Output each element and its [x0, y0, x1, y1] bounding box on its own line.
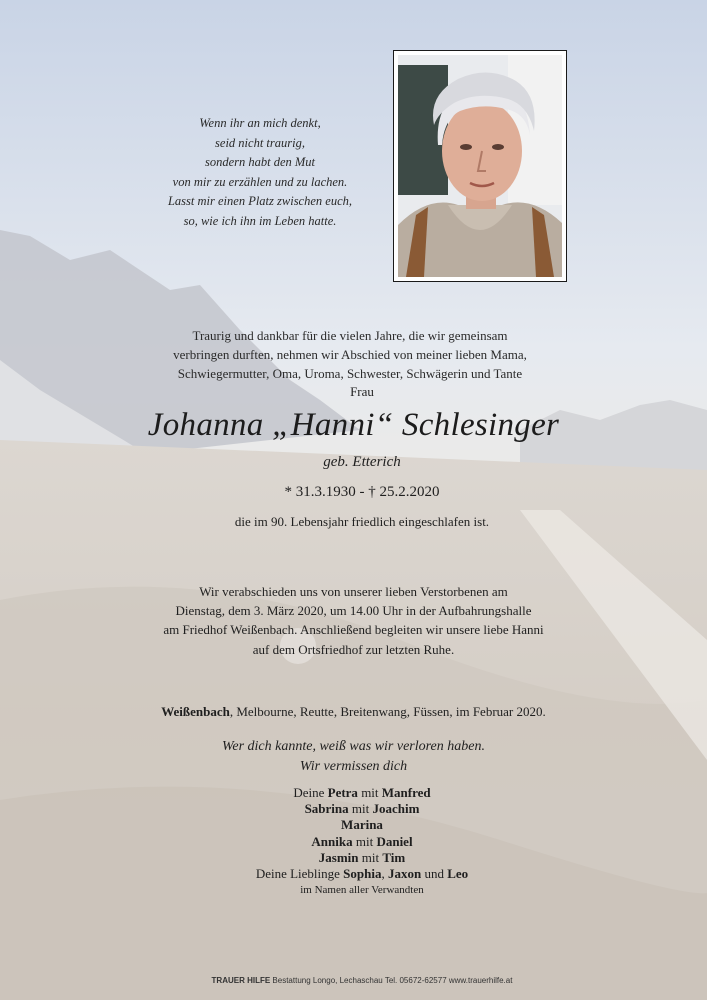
mourner-name: Daniel [376, 833, 413, 849]
mourner-line [100, 785, 624, 801]
mourner-text: und [421, 866, 448, 882]
mourner-name: Petra [327, 785, 358, 800]
quote-line: Wir vermissen dich [299, 759, 408, 774]
intro-line: Traurig und dankbar für die vielen Jahre, die wir gemeinsam [192, 328, 508, 343]
mourner-line [100, 834, 624, 850]
life-dates: * 31.3.1930 - † 25.2.2020 [284, 484, 440, 500]
place-rest: , Melbourne, Reutte, Breitenwang, Füssen, im Februar 2020. [229, 704, 546, 719]
funeral-details [60, 582, 647, 659]
relatives-note: im Namen aller Verwandten [300, 884, 424, 897]
poem-line: Wenn ihr an mich denkt, [199, 116, 321, 130]
poem-line: von mir zu erzählen und zu lachen. [172, 174, 348, 189]
mourner-name: Leo [447, 866, 469, 882]
mourner-text: mit [348, 801, 373, 817]
mourners-list [100, 785, 624, 898]
funeral-line: auf dem Ortsfriedhof zur letzten Ruhe. [252, 641, 455, 657]
footer-brand: TRAUER HILFE [211, 976, 271, 985]
portrait-image [398, 55, 562, 277]
memorial-poem [130, 114, 390, 232]
mourner-line [100, 850, 624, 866]
deceased-name: Johanna „Hanni“ Schlesinger [147, 407, 560, 443]
mourner-text: mit [358, 849, 383, 865]
mourner-name: Tim [382, 849, 406, 865]
footer-text: Bestattung Longo, Lechaschau Tel. 05672-62577 www.trauerhilfe.at [270, 976, 513, 985]
poem-line: sondern habt den Mut [204, 155, 316, 170]
funeral-line: Dienstag, dem 3. März 2020, um 14.00 Uhr in der Aufbahrungshalle [175, 603, 532, 619]
poem-line: Lasst mir einen Platz zwischen euch, [167, 194, 352, 209]
place-name: Weißenbach [161, 704, 230, 719]
intro-text [100, 326, 600, 384]
funeral-line: Wir verabschieden uns von unserer lieben Verstorbenen am [199, 584, 508, 599]
poem-line: so, wie ich ihn im Leben hatte. [183, 213, 337, 228]
mourner-name: Sophia [343, 866, 382, 882]
mourner-name: Sabrina [304, 801, 349, 817]
farewell-quote [60, 737, 647, 777]
poem-line: seid nicht traurig, [215, 135, 305, 150]
portrait-photo [393, 50, 567, 282]
mourner-name: Manfred [381, 785, 431, 800]
mourner-line [100, 866, 624, 882]
mourner-name: Jasmin [318, 849, 359, 865]
salutation: Frau [350, 384, 374, 399]
footer-imprint [100, 976, 624, 985]
place-date-line [40, 704, 667, 720]
mourner-text: Deine Lieblinge [255, 866, 344, 882]
intro-line: Schwiegermutter, Oma, Uroma, Schwester, Schwägerin und Tante [177, 366, 523, 382]
mourner-text: mit [352, 833, 377, 849]
funeral-line: am Friedhof Weißenbach. Anschließend begleiten wir unsere liebe Hanni [163, 622, 544, 638]
quote-line: Wer dich kannte, weiß was wir verloren haben. [222, 739, 485, 754]
mourner-text: mit [357, 785, 382, 800]
intro-line: verbringen durften, nehmen wir Abschied von meiner lieben Mama, [173, 347, 527, 363]
mourner-text: , [381, 866, 388, 882]
mourner-name: Marina [341, 817, 383, 833]
mourner-name: Annika [311, 833, 353, 849]
mourner-text: Deine [293, 785, 328, 800]
age-line: die im 90. Lebensjahr friedlich eingeschlafen ist. [234, 514, 490, 529]
mourner-line [100, 817, 624, 833]
mourner-name: Jaxon [387, 866, 422, 882]
mourner-name: Joachim [372, 801, 420, 817]
mourner-line [100, 801, 624, 817]
birth-name: geb. Etterich [323, 454, 401, 470]
